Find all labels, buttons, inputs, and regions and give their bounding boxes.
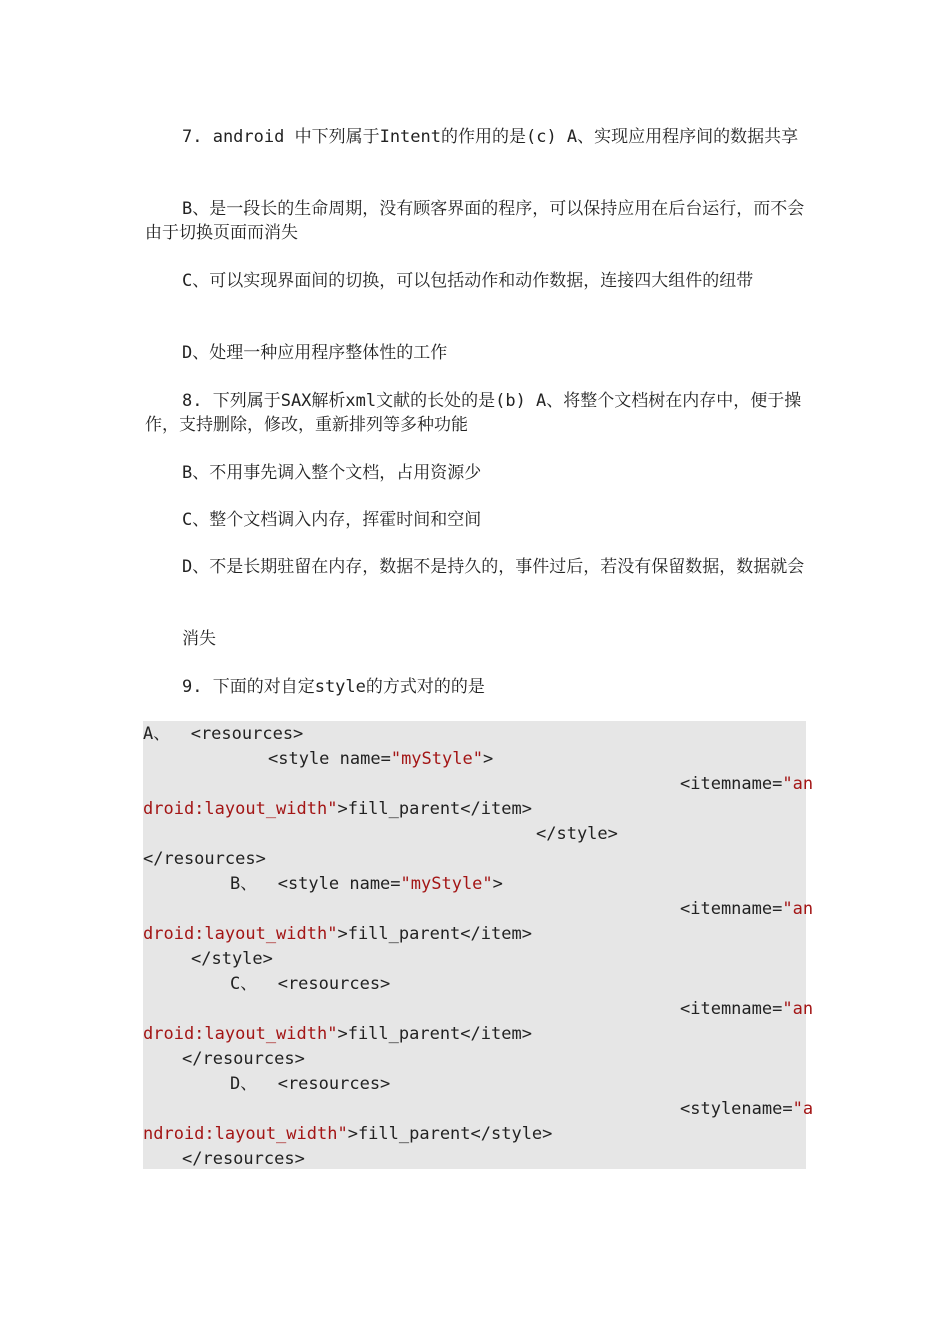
code-text: > — [492, 874, 503, 894]
code-text: >fill_parent</style> — [347, 1124, 553, 1144]
code-text: >fill_parent</item> — [337, 924, 532, 944]
code-text: </style> — [191, 949, 273, 969]
code-string-literal: droid:layout_width" — [143, 1024, 338, 1044]
code-string-literal: "an — [782, 899, 814, 919]
code-line — [182, 1147, 305, 1171]
code-line — [143, 847, 266, 871]
code-line — [191, 947, 273, 971]
code-text: </resources> — [182, 1149, 305, 1169]
code-line — [536, 822, 618, 846]
question-8-option-b: B、不用事先调入整个文档，占用资源少 — [182, 463, 482, 483]
code-text: B、 <style name= — [230, 874, 401, 894]
code-string-literal: droid:layout_width" — [143, 799, 338, 819]
code-string-literal: "myStyle" — [390, 749, 483, 769]
code-string-literal: "an — [782, 774, 814, 794]
code-line — [230, 1072, 390, 1096]
code-line — [143, 797, 532, 821]
question-9-paragraph: 9. 下面的对自定style的方式对的的是 — [182, 677, 485, 697]
code-text: D、 <resources> — [230, 1074, 391, 1094]
code-text: </style> — [536, 824, 618, 844]
question-8-option-d-continued: 消失 — [182, 629, 216, 649]
code-line — [268, 747, 493, 771]
code-string-literal: "an — [782, 999, 814, 1019]
question-7-option-c: C、可以实现界面间的切换，可以包括动作和动作数据，连接四大组件的纽带 — [182, 271, 754, 291]
code-line — [143, 1122, 552, 1146]
code-text: <itemname= — [680, 999, 783, 1019]
code-block — [143, 721, 814, 1169]
code-line — [143, 1022, 532, 1046]
code-text: >fill_parent</item> — [337, 1024, 532, 1044]
code-line — [143, 722, 303, 746]
code-line — [680, 772, 813, 796]
code-string-literal: "myStyle" — [400, 874, 493, 894]
code-text: <itemname= — [680, 774, 783, 794]
question-7-option-d: D、处理一种应用程序整体性的工作 — [182, 343, 448, 363]
code-line — [680, 897, 813, 921]
code-text: </resources> — [143, 849, 266, 869]
code-text: <stylename= — [680, 1099, 793, 1119]
code-line — [143, 922, 532, 946]
code-line — [182, 1047, 305, 1071]
question-7-paragraph: 7. android 中下列属于Intent的作用的是(c) A、实现应用程序间的数据共享 — [182, 127, 799, 147]
code-text: >fill_parent</item> — [337, 799, 532, 819]
question-7-option-b: B、是一段长的生命周期，没有顾客界面的程序，可以保持应用在后台运行，而不会由于切换页面而消失 — [145, 199, 805, 243]
code-string-literal: droid:layout_width" — [143, 924, 338, 944]
code-text: > — [482, 749, 494, 769]
code-text: C、 <resources> — [230, 974, 391, 994]
question-8-option-c: C、整个文档调入内存，挥霍时间和空间 — [182, 510, 482, 530]
code-line — [680, 997, 813, 1021]
code-text: A、 <resources> — [143, 724, 304, 744]
question-8-paragraph: 8. 下列属于SAX解析xml文献的长处的是(b) A、将整个文档树在内存中，便于操作，支持删除，修改，重新排列等多种功能 — [145, 391, 802, 435]
code-line — [680, 1097, 813, 1121]
code-string-literal: "a — [792, 1099, 814, 1119]
code-text: <style name= — [268, 749, 391, 769]
code-string-literal: ndroid:layout_width" — [143, 1124, 348, 1144]
question-8-option-d: D、不是长期驻留在内存，数据不是持久的，事件过后，若没有保留数据，数据就会 — [182, 557, 805, 577]
code-text: </resources> — [182, 1049, 305, 1069]
code-text: <itemname= — [680, 899, 783, 919]
code-line — [230, 972, 390, 996]
code-line — [230, 872, 503, 896]
